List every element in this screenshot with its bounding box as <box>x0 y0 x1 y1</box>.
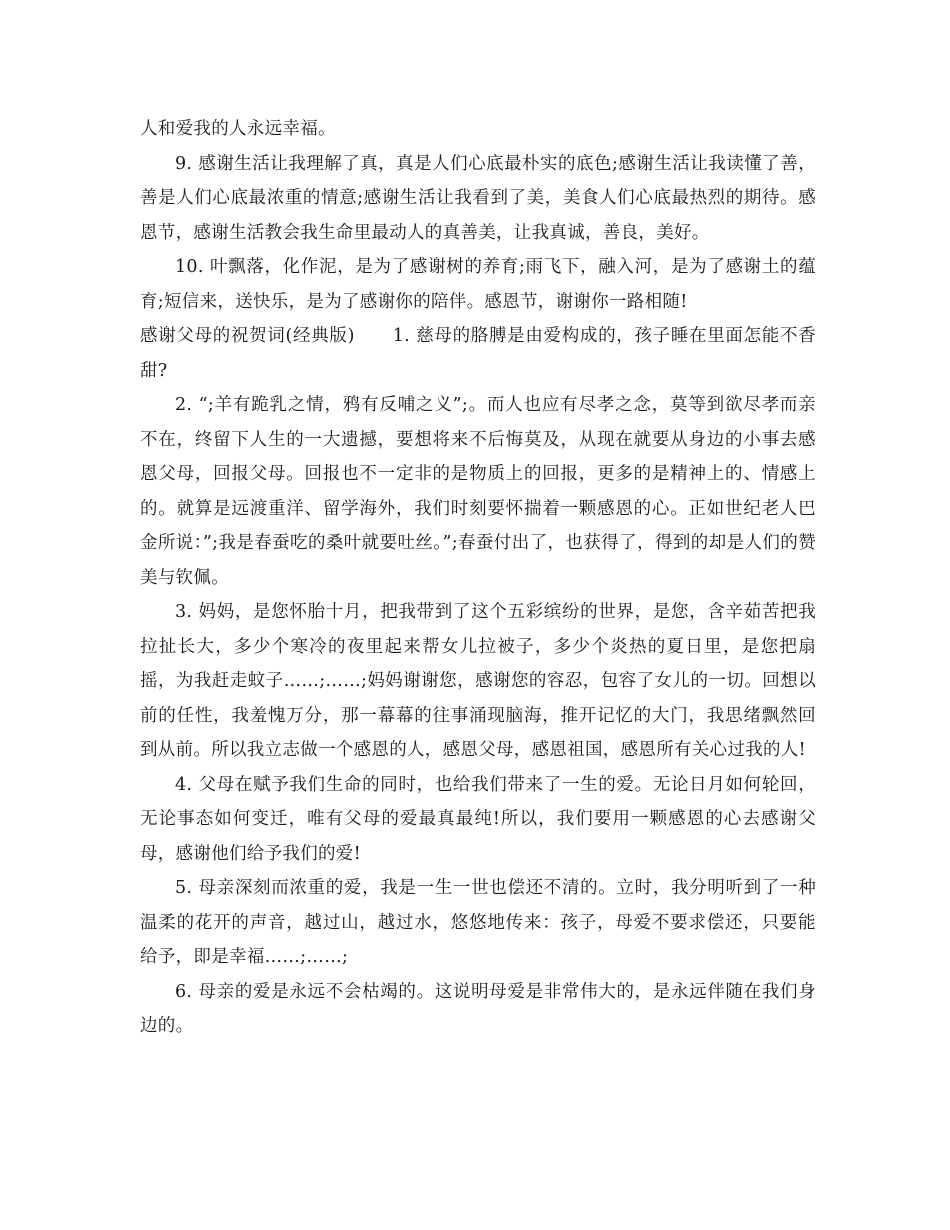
section-item-1: 1. 慈母的胳膊是由爱构成的，孩子睡在里面怎能不香甜? <box>140 326 816 381</box>
item-10-paragraph: 10. 叶飘落，化作泥，是为了感谢树的养育;雨飞下，融入河，是为了感谢土的蕴育;短信来，送快乐，是为了感谢你的陪伴。感恩节，谢谢你一路相随! <box>140 257 816 312</box>
continuation-paragraph: 人和爱我的人永远幸福。 <box>140 119 336 139</box>
item-2-paragraph: 2. “;羊有跪乳之情，鸦有反哺之义”;。而人也应有尽孝之念，莫等到欲尽孝而亲不在，终留下人生的一大遗撼，要想将来不后悔莫及，从现在就要从身边的小事去感恩父母，回报父母。回报也不一定非的是物质上的回报，更多的是精神上的、情感上的。就算是远渡重洋、留学海外，我们时刻要怀揣着一颗感恩的心。正如世纪老人巴金所说：”;我是春蚕吃的桑叶就要吐丝。”;春蚕付出了，也获得了，得到的却是人们的赞美与钦佩。 <box>140 395 816 588</box>
section-heading-line <box>140 319 816 388</box>
section-title: 感谢父母的祝贺词(经典版) <box>140 326 355 346</box>
item-3-paragraph: 3. 妈妈，是您怀胎十月，把我带到了这个五彩缤纷的世界，是您，含辛茹苦把我拉扯长大，多少个寒冷的夜里起来帮女儿拉被子，多少个炎热的夏日里，是您把扇摇，为我赶走蚊子……;……;妈妈谢谢您，感谢您的容忍，包容了女儿的一切。回想以前的任性，我羞愧万分，那一幕幕的往事涌现脑海，推开记忆的大门，我思绪飘然回到从前。所以我立志做一个感恩的人，感恩父母，感恩祖国，感恩所有关心过我的人! <box>140 602 816 760</box>
item-5-paragraph: 5. 母亲深刻而浓重的爱，我是一生一世也偿还不清的。立时，我分明听到了一种温柔的花开的声音，越过山，越过水，悠悠地传来：孩子，母爱不要求偿还，只要能给予，即是幸福……;……; <box>140 878 816 967</box>
document-body <box>140 112 816 1044</box>
item-4-paragraph: 4. 父母在赋予我们生命的同时，也给我们带来了一生的爱。无论日月如何轮回，无论事态如何变迁，唯有父母的爱最真最纯!所以，我们要用一颗感恩的心去感谢父母，感谢他们给予我们的爱! <box>140 774 816 864</box>
item-6-paragraph: 6. 母亲的爱是永远不会枯竭的。这说明母爱是非常伟大的，是永远伴随在我们身边的。 <box>140 981 816 1036</box>
item-9-paragraph: 9. 感谢生活让我理解了真，真是人们心底最朴实的底色;感谢生活让我读懂了善，善是人们心底最浓重的情意;感谢生活让我看到了美，美食人们心底最热烈的期待。感恩节，感谢生活教会我生命里最动人的真善美，让我真诚，善良，美好。 <box>140 153 816 243</box>
